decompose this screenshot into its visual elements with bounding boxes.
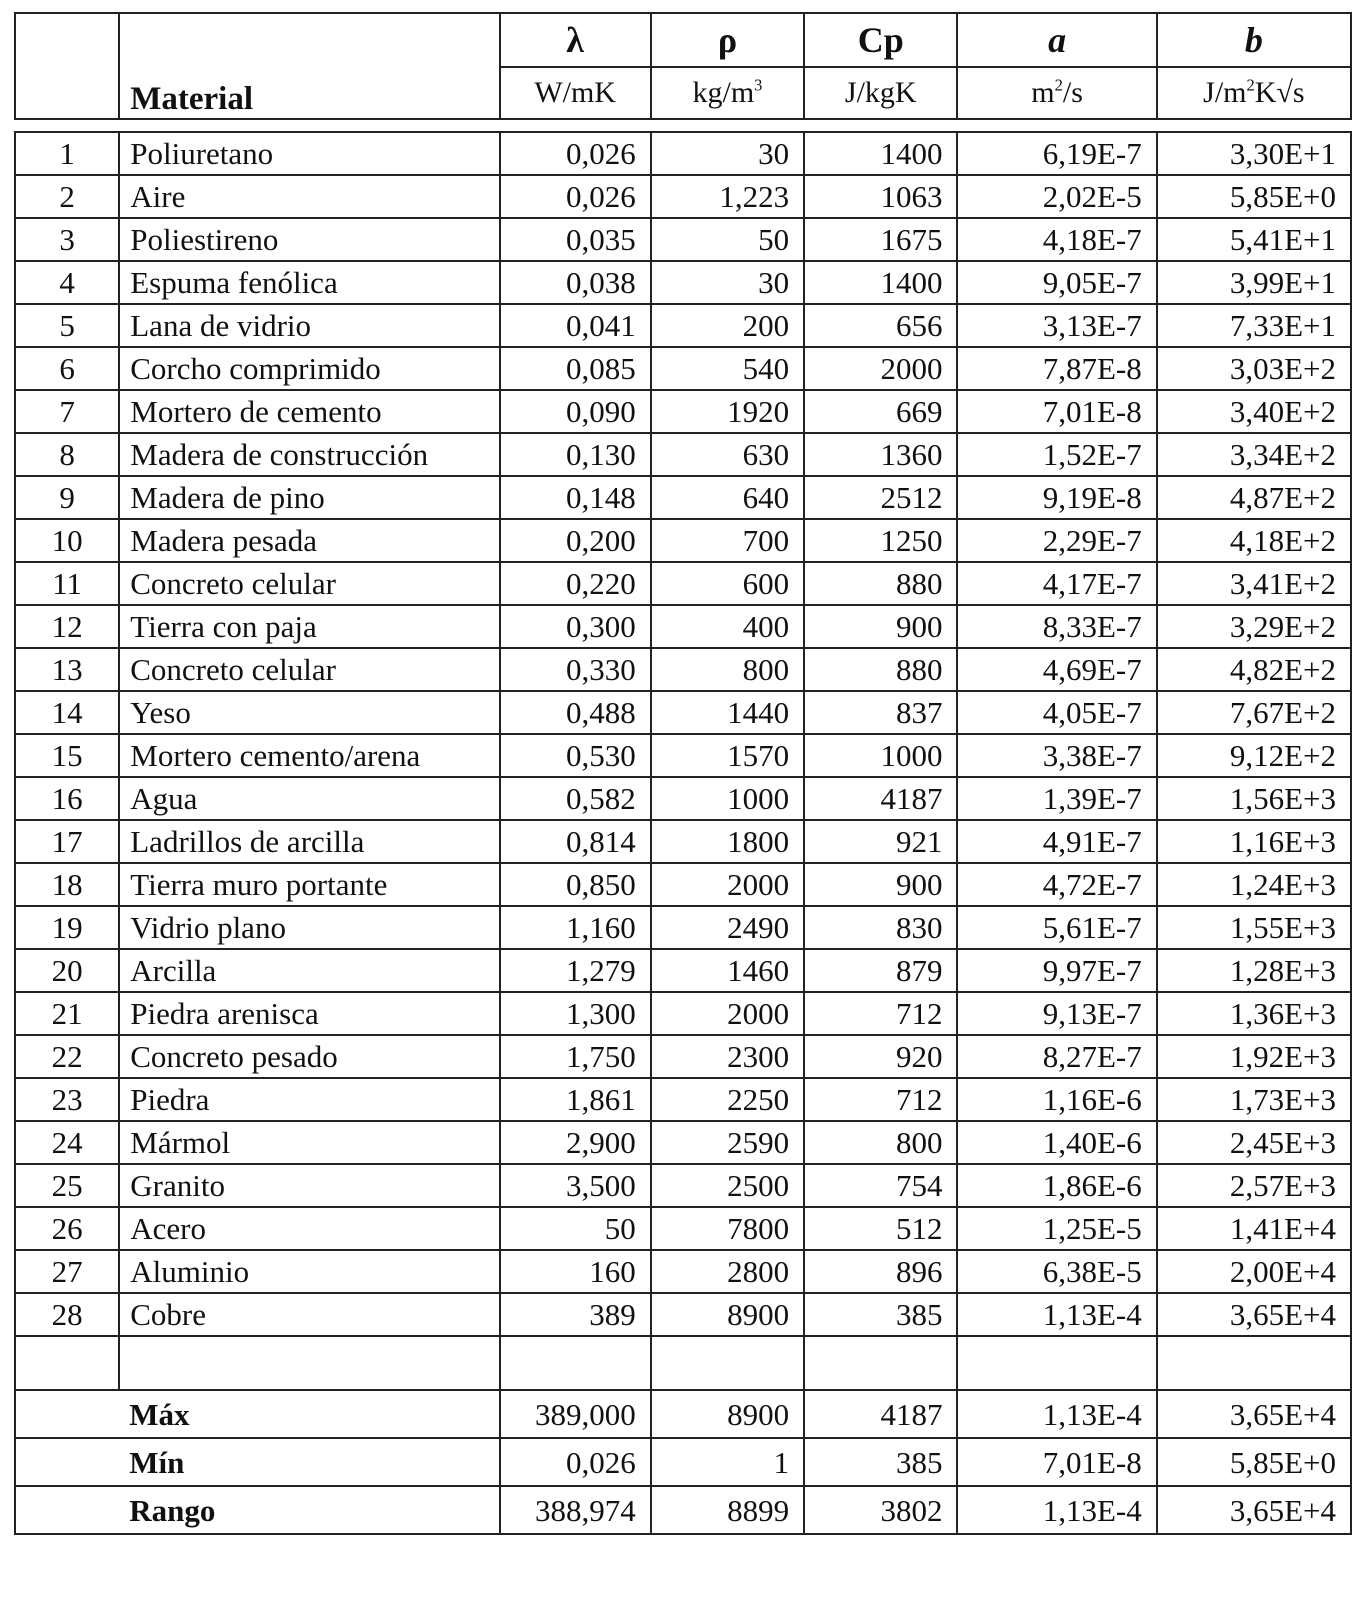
lambda-value: 3,500 <box>500 1164 651 1207</box>
a-value: 1,39E-7 <box>957 777 1156 820</box>
table-row <box>15 949 1351 992</box>
row-index: 15 <box>15 734 119 777</box>
rho-value: 2590 <box>651 1121 804 1164</box>
a-summary: 1,13E-4 <box>957 1390 1156 1438</box>
table-row <box>15 734 1351 777</box>
lambda-value: 1,160 <box>500 906 651 949</box>
table-row <box>15 992 1351 1035</box>
empty-cell <box>957 1336 1156 1390</box>
table-row <box>15 132 1351 175</box>
rho-value: 1460 <box>651 949 804 992</box>
lambda-summary: 389,000 <box>500 1390 651 1438</box>
table-row <box>15 820 1351 863</box>
lambda-value: 1,279 <box>500 949 651 992</box>
a-value: 1,52E-7 <box>957 433 1156 476</box>
rho-value: 1,223 <box>651 175 804 218</box>
cp-value: 1400 <box>804 132 957 175</box>
rho-value: 2000 <box>651 992 804 1035</box>
rho-value: 640 <box>651 476 804 519</box>
b-value: 9,12E+2 <box>1157 734 1351 777</box>
b-value: 5,85E+0 <box>1157 175 1351 218</box>
cp-value: 920 <box>804 1035 957 1078</box>
rho-symbol: ρ <box>651 13 804 67</box>
row-index: 21 <box>15 992 119 1035</box>
table-row <box>15 347 1351 390</box>
row-index: 7 <box>15 390 119 433</box>
a-value: 9,19E-8 <box>957 476 1156 519</box>
material-name: Corcho comprimido <box>119 347 499 390</box>
row-index: 27 <box>15 1250 119 1293</box>
lambda-value: 389 <box>500 1293 651 1336</box>
cp-value: 712 <box>804 992 957 1035</box>
summary-index-cell <box>15 1486 119 1534</box>
cp-value: 669 <box>804 390 957 433</box>
row-index: 1 <box>15 132 119 175</box>
row-index: 18 <box>15 863 119 906</box>
row-index: 5 <box>15 304 119 347</box>
material-name: Agua <box>119 777 499 820</box>
b-value: 3,30E+1 <box>1157 132 1351 175</box>
lambda-value: 0,330 <box>500 648 651 691</box>
rho-value: 1570 <box>651 734 804 777</box>
a-value: 7,01E-8 <box>957 390 1156 433</box>
b-value: 2,00E+4 <box>1157 1250 1351 1293</box>
cp-value: 1400 <box>804 261 957 304</box>
material-name: Tierra con paja <box>119 605 499 648</box>
summary-row <box>15 1438 1351 1486</box>
material-name: Mortero de cemento <box>119 390 499 433</box>
row-index: 23 <box>15 1078 119 1121</box>
lambda-value: 0,850 <box>500 863 651 906</box>
row-index: 4 <box>15 261 119 304</box>
rho-value: 2490 <box>651 906 804 949</box>
material-name: Piedra <box>119 1078 499 1121</box>
a-value: 4,05E-7 <box>957 691 1156 734</box>
b-value: 1,28E+3 <box>1157 949 1351 992</box>
lambda-value: 0,038 <box>500 261 651 304</box>
a-value: 6,19E-7 <box>957 132 1156 175</box>
rho-summary: 8900 <box>651 1390 804 1438</box>
material-name: Concreto pesado <box>119 1035 499 1078</box>
row-index: 26 <box>15 1207 119 1250</box>
row-index: 25 <box>15 1164 119 1207</box>
table-row <box>15 1035 1351 1078</box>
row-index: 12 <box>15 605 119 648</box>
b-value: 4,87E+2 <box>1157 476 1351 519</box>
table-row <box>15 1207 1351 1250</box>
b-value: 1,55E+3 <box>1157 906 1351 949</box>
rho-value: 1920 <box>651 390 804 433</box>
b-value: 1,92E+3 <box>1157 1035 1351 1078</box>
cp-value: 830 <box>804 906 957 949</box>
cp-unit: J/kgK <box>804 67 957 119</box>
lambda-value: 2,900 <box>500 1121 651 1164</box>
a-value: 8,33E-7 <box>957 605 1156 648</box>
empty-cell <box>804 1336 957 1390</box>
material-name: Madera de pino <box>119 476 499 519</box>
empty-cell <box>651 1336 804 1390</box>
lambda-summary: 0,026 <box>500 1438 651 1486</box>
rho-value: 7800 <box>651 1207 804 1250</box>
a-value: 9,97E-7 <box>957 949 1156 992</box>
rho-value: 200 <box>651 304 804 347</box>
cp-value: 921 <box>804 820 957 863</box>
rho-summary: 8899 <box>651 1486 804 1534</box>
lambda-value: 0,300 <box>500 605 651 648</box>
row-index: 28 <box>15 1293 119 1336</box>
a-value: 9,13E-7 <box>957 992 1156 1035</box>
material-name: Espuma fenólica <box>119 261 499 304</box>
rho-value: 2250 <box>651 1078 804 1121</box>
cp-value: 1675 <box>804 218 957 261</box>
cp-value: 800 <box>804 1121 957 1164</box>
material-name: Tierra muro portante <box>119 863 499 906</box>
lambda-value: 0,530 <box>500 734 651 777</box>
lambda-value: 1,861 <box>500 1078 651 1121</box>
lambda-value: 0,035 <box>500 218 651 261</box>
lambda-value: 0,090 <box>500 390 651 433</box>
lambda-value: 0,041 <box>500 304 651 347</box>
rho-value: 630 <box>651 433 804 476</box>
table-row <box>15 1250 1351 1293</box>
rho-value: 30 <box>651 261 804 304</box>
rho-value: 400 <box>651 605 804 648</box>
row-index: 14 <box>15 691 119 734</box>
material-name: Piedra arenisca <box>119 992 499 1035</box>
b-value: 4,82E+2 <box>1157 648 1351 691</box>
a-value: 6,38E-5 <box>957 1250 1156 1293</box>
empty-cell <box>15 1336 119 1390</box>
lambda-value: 0,026 <box>500 175 651 218</box>
a-value: 2,02E-5 <box>957 175 1156 218</box>
a-value: 1,40E-6 <box>957 1121 1156 1164</box>
lambda-value: 0,488 <box>500 691 651 734</box>
cp-value: 2512 <box>804 476 957 519</box>
row-index: 20 <box>15 949 119 992</box>
a-value: 2,29E-7 <box>957 519 1156 562</box>
cp-value: 385 <box>804 1293 957 1336</box>
cp-value: 2000 <box>804 347 957 390</box>
cp-symbol: Cp <box>804 13 957 67</box>
material-name: Mortero cemento/arena <box>119 734 499 777</box>
rho-value: 30 <box>651 132 804 175</box>
cp-value: 896 <box>804 1250 957 1293</box>
material-name: Vidrio plano <box>119 906 499 949</box>
cp-value: 1250 <box>804 519 957 562</box>
rho-value: 540 <box>651 347 804 390</box>
row-index: 19 <box>15 906 119 949</box>
b-value: 1,41E+4 <box>1157 1207 1351 1250</box>
b-value: 1,56E+3 <box>1157 777 1351 820</box>
table-row <box>15 476 1351 519</box>
rho-unit: $kg/m^3$ <box>651 67 804 119</box>
material-name: Granito <box>119 1164 499 1207</box>
row-index: 17 <box>15 820 119 863</box>
row-index: 8 <box>15 433 119 476</box>
rho-value: 600 <box>651 562 804 605</box>
row-index: 11 <box>15 562 119 605</box>
summary-label: Máx <box>119 1390 499 1438</box>
b-value: 1,24E+3 <box>1157 863 1351 906</box>
cp-value: 900 <box>804 863 957 906</box>
lambda-summary: 388,974 <box>500 1486 651 1534</box>
empty-cell <box>500 1336 651 1390</box>
a-summary: 7,01E-8 <box>957 1438 1156 1486</box>
lambda-value: 0,200 <box>500 519 651 562</box>
b-value: 7,67E+2 <box>1157 691 1351 734</box>
rho-value: 1440 <box>651 691 804 734</box>
index-header-cell <box>15 13 119 119</box>
cp-value: 1360 <box>804 433 957 476</box>
b-summary: 3,65E+4 <box>1157 1390 1351 1438</box>
lambda-symbol: λ <box>500 13 651 67</box>
cp-value: 879 <box>804 949 957 992</box>
b-value: 3,41E+2 <box>1157 562 1351 605</box>
b-value: 5,41E+1 <box>1157 218 1351 261</box>
lambda-value: 160 <box>500 1250 651 1293</box>
table-row <box>15 648 1351 691</box>
material-name: Aire <box>119 175 499 218</box>
material-name: Acero <box>119 1207 499 1250</box>
material-name: Aluminio <box>119 1250 499 1293</box>
empty-cell <box>119 1336 499 1390</box>
b-value: 2,45E+3 <box>1157 1121 1351 1164</box>
cp-value: 4187 <box>804 777 957 820</box>
a-value: 8,27E-7 <box>957 1035 1156 1078</box>
rho-value: 8900 <box>651 1293 804 1336</box>
material-header: Material <box>119 13 499 119</box>
table-row <box>15 218 1351 261</box>
summary-row <box>15 1390 1351 1438</box>
material-name: Concreto celular <box>119 648 499 691</box>
a-value: 1,25E-5 <box>957 1207 1156 1250</box>
lambda-value: 0,148 <box>500 476 651 519</box>
row-index: 9 <box>15 476 119 519</box>
table-row <box>15 390 1351 433</box>
a-value: 1,16E-6 <box>957 1078 1156 1121</box>
a-value: 3,13E-7 <box>957 304 1156 347</box>
rho-value: 800 <box>651 648 804 691</box>
b-unit: $J/m^2K√s$ <box>1157 67 1351 119</box>
table-header <box>14 12 1352 120</box>
rho-value: 50 <box>651 218 804 261</box>
cp-value: 900 <box>804 605 957 648</box>
material-name: Arcilla <box>119 949 499 992</box>
a-symbol: a <box>957 13 1156 67</box>
rho-value: 1800 <box>651 820 804 863</box>
b-value: 1,16E+3 <box>1157 820 1351 863</box>
a-value: 4,72E-7 <box>957 863 1156 906</box>
rho-value: 2300 <box>651 1035 804 1078</box>
b-value: 7,33E+1 <box>1157 304 1351 347</box>
material-name: Mármol <box>119 1121 499 1164</box>
table-row <box>15 519 1351 562</box>
row-index: 3 <box>15 218 119 261</box>
rho-value: 2000 <box>651 863 804 906</box>
cp-summary: 3802 <box>804 1486 957 1534</box>
table-row <box>15 261 1351 304</box>
material-name: Yeso <box>119 691 499 734</box>
material-name: Poliuretano <box>119 132 499 175</box>
a-value: 7,87E-8 <box>957 347 1156 390</box>
row-index: 2 <box>15 175 119 218</box>
lambda-value: 0,026 <box>500 132 651 175</box>
summary-label: Mín <box>119 1438 499 1486</box>
material-name: Lana de vidrio <box>119 304 499 347</box>
b-value: 3,29E+2 <box>1157 605 1351 648</box>
summary-index-cell <box>15 1390 119 1438</box>
b-summary: 5,85E+0 <box>1157 1438 1351 1486</box>
material-name: Madera pesada <box>119 519 499 562</box>
lambda-value: 0,130 <box>500 433 651 476</box>
a-value: 1,13E-4 <box>957 1293 1156 1336</box>
a-value: 3,38E-7 <box>957 734 1156 777</box>
a-value: 9,05E-7 <box>957 261 1156 304</box>
table-row <box>15 304 1351 347</box>
a-value: 4,69E-7 <box>957 648 1156 691</box>
rho-value: 700 <box>651 519 804 562</box>
lambda-value: 0,582 <box>500 777 651 820</box>
cp-value: 880 <box>804 562 957 605</box>
rho-summary: 1 <box>651 1438 804 1486</box>
row-index: 22 <box>15 1035 119 1078</box>
lambda-value: 1,750 <box>500 1035 651 1078</box>
lambda-value: 1,300 <box>500 992 651 1035</box>
row-index: 13 <box>15 648 119 691</box>
empty-row <box>15 1336 1351 1390</box>
b-summary: 3,65E+4 <box>1157 1486 1351 1534</box>
row-index: 24 <box>15 1121 119 1164</box>
a-value: 4,18E-7 <box>957 218 1156 261</box>
table-row <box>15 1078 1351 1121</box>
lambda-value: 0,220 <box>500 562 651 605</box>
table-row <box>15 691 1351 734</box>
cp-value: 754 <box>804 1164 957 1207</box>
lambda-value: 0,814 <box>500 820 651 863</box>
table-row <box>15 562 1351 605</box>
a-value: 5,61E-7 <box>957 906 1156 949</box>
cp-value: 1063 <box>804 175 957 218</box>
table-row <box>15 1121 1351 1164</box>
table-row <box>15 433 1351 476</box>
a-summary: 1,13E-4 <box>957 1486 1156 1534</box>
table-row <box>15 1293 1351 1336</box>
b-value: 4,18E+2 <box>1157 519 1351 562</box>
material-name: Concreto celular <box>119 562 499 605</box>
a-value: 4,91E-7 <box>957 820 1156 863</box>
a-value: 4,17E-7 <box>957 562 1156 605</box>
lambda-value: 50 <box>500 1207 651 1250</box>
cp-value: 880 <box>804 648 957 691</box>
table-row <box>15 175 1351 218</box>
b-value: 1,73E+3 <box>1157 1078 1351 1121</box>
table-body <box>14 131 1352 1535</box>
row-index: 6 <box>15 347 119 390</box>
b-symbol: b <box>1157 13 1351 67</box>
row-index: 10 <box>15 519 119 562</box>
b-value: 3,65E+4 <box>1157 1293 1351 1336</box>
cp-value: 656 <box>804 304 957 347</box>
cp-value: 512 <box>804 1207 957 1250</box>
b-value: 2,57E+3 <box>1157 1164 1351 1207</box>
summary-label: Rango <box>119 1486 499 1534</box>
empty-cell <box>1157 1336 1351 1390</box>
table-row <box>15 863 1351 906</box>
rho-value: 2500 <box>651 1164 804 1207</box>
cp-value: 1000 <box>804 734 957 777</box>
material-name: Poliestireno <box>119 218 499 261</box>
cp-summary: 4187 <box>804 1390 957 1438</box>
b-value: 3,40E+2 <box>1157 390 1351 433</box>
cp-summary: 385 <box>804 1438 957 1486</box>
summary-index-cell <box>15 1438 119 1486</box>
material-name: Madera de construcción <box>119 433 499 476</box>
rho-value: 2800 <box>651 1250 804 1293</box>
b-value: 3,99E+1 <box>1157 261 1351 304</box>
row-index: 16 <box>15 777 119 820</box>
lambda-value: 0,085 <box>500 347 651 390</box>
table-row <box>15 777 1351 820</box>
b-value: 1,36E+3 <box>1157 992 1351 1035</box>
b-value: 3,34E+2 <box>1157 433 1351 476</box>
a-value: 1,86E-6 <box>957 1164 1156 1207</box>
table-row <box>15 605 1351 648</box>
b-value: 3,03E+2 <box>1157 347 1351 390</box>
cp-value: 837 <box>804 691 957 734</box>
a-unit: $m^2/s$ <box>957 67 1156 119</box>
lambda-unit: W/mK <box>500 67 651 119</box>
table-row <box>15 1164 1351 1207</box>
rho-value: 1000 <box>651 777 804 820</box>
material-name: Ladrillos de arcilla <box>119 820 499 863</box>
material-name: Cobre <box>119 1293 499 1336</box>
cp-value: 712 <box>804 1078 957 1121</box>
table-row <box>15 906 1351 949</box>
summary-row <box>15 1486 1351 1534</box>
